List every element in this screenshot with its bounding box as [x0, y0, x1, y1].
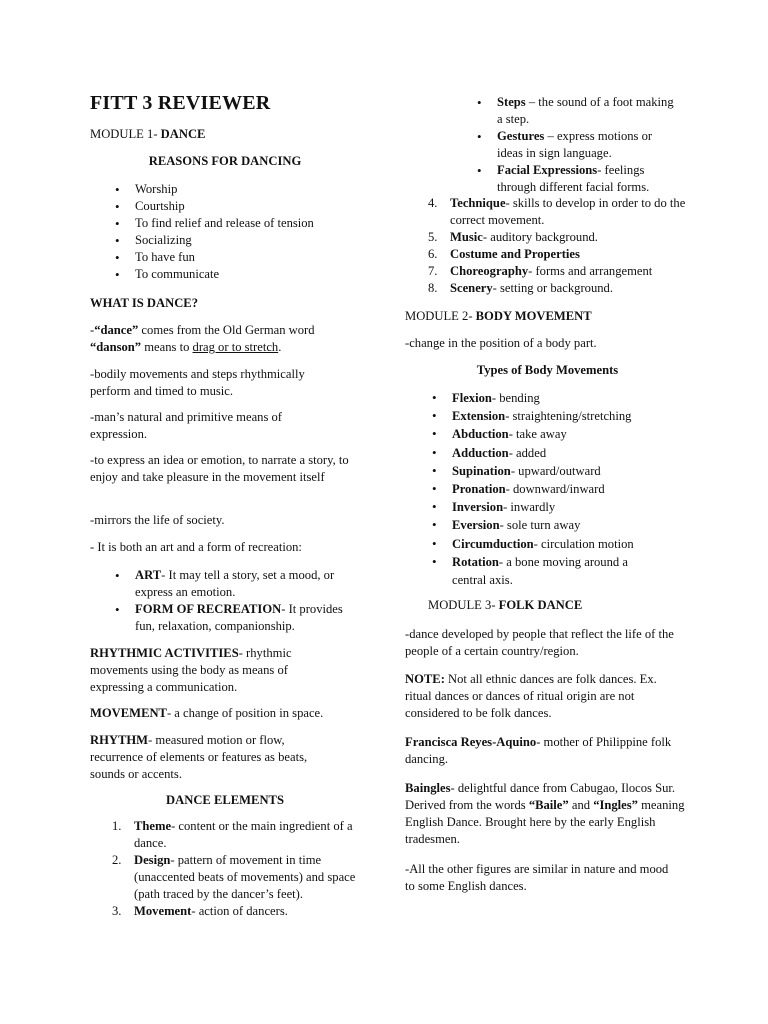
what-p3: -man’s natural and primitive means of expression. — [90, 410, 282, 441]
module3-name: FOLK DANCE — [498, 598, 583, 612]
page-title: FITT 3 REVIEWER — [90, 92, 271, 114]
elements-list-continued — [428, 195, 688, 297]
movement-sub-list — [477, 94, 677, 196]
underlined-meaning: drag or to stretch — [192, 340, 279, 354]
desc: - downward/inward — [505, 482, 605, 497]
rhythmic-activities — [90, 645, 330, 696]
desc: - take away — [508, 427, 567, 442]
word-danson: “danson” — [90, 340, 142, 354]
desc: - circulation motion — [533, 536, 634, 551]
word-baile: “Baile” — [528, 798, 569, 812]
number: 5. — [428, 230, 438, 244]
text: comes from the Old German word — [138, 323, 315, 337]
term: Pronation — [452, 482, 506, 497]
number: 8. — [428, 281, 438, 295]
list-item — [432, 480, 662, 498]
module1-label: MODULE 1- — [90, 127, 161, 141]
list-item — [428, 195, 688, 229]
term: Music — [450, 230, 483, 244]
what-heading-text: WHAT IS DANCE? — [90, 296, 198, 310]
desc: - a change of position in space. — [166, 706, 324, 720]
list-item — [477, 162, 677, 196]
what-p1 — [90, 322, 350, 356]
list-item: • Socializing — [115, 232, 365, 249]
movement-def — [90, 705, 365, 722]
term: Flexion — [452, 391, 492, 405]
desc: - bending — [491, 391, 540, 405]
term: FORM OF RECREATION — [135, 602, 282, 616]
folk-p-last: -All the other figures are similar in nature and mood to some English dances. — [405, 862, 669, 893]
desc: – express motions or ideas in sign language. — [497, 129, 653, 160]
term: Inversion — [452, 500, 504, 515]
term: Costume and Properties — [450, 247, 580, 261]
desc: Not all ethnic dances are folk dances. Ex. ritual dances or dances of ritual origin are not considered to be folk dances. — [405, 672, 657, 720]
desc: - sole turn away — [499, 518, 581, 533]
term: Abduction — [452, 427, 509, 442]
reasons-heading-text: REASONS FOR DANCING — [148, 154, 302, 168]
desc: - rhythmic movements using the body as means of expressing a communication. — [90, 646, 292, 694]
term: Choreography — [450, 264, 529, 278]
number: 1. — [112, 819, 122, 833]
reasons-heading — [90, 153, 360, 170]
desc: - action of dancers. — [191, 904, 288, 918]
list-item — [428, 229, 688, 246]
term: RHYTHMIC ACTIVITIES — [90, 646, 239, 660]
folk-francisca — [405, 734, 680, 768]
list-item — [428, 280, 688, 297]
list-item — [432, 407, 662, 425]
art-recreation-list — [115, 567, 365, 635]
list-item: • To have fun — [115, 249, 365, 266]
dash: - — [90, 323, 95, 337]
list-item: • To find relief and release of tension — [115, 215, 365, 232]
list-item: • To communicate — [115, 266, 365, 283]
module2-heading — [405, 308, 592, 325]
desc: - inwardly — [503, 500, 556, 515]
term: Movement — [134, 904, 192, 918]
word-dance: “dance” — [94, 323, 139, 337]
term: ART — [135, 568, 162, 582]
term: Eversion — [452, 518, 500, 533]
desc: - pattern of movement in time (unaccented beats of movements) and space (path traced by the dancer’s feet). — [134, 853, 356, 901]
what-p4: -to express an idea or emotion, to narrate a story, to enjoy and take pleasure in the movement itself — [90, 453, 349, 484]
reasons-list — [115, 181, 365, 283]
desc: - content or the main ingredient of a dance. — [134, 819, 353, 850]
term: Adduction — [452, 445, 509, 460]
term: Theme — [134, 819, 172, 833]
what-p6: - It is both an art and a form of recreation: — [90, 540, 302, 554]
list-item — [428, 246, 688, 263]
module2-label: MODULE 2- — [405, 309, 476, 323]
term: RHYTHM — [90, 733, 149, 747]
module3-heading — [428, 597, 582, 614]
module3-label: MODULE 3- — [428, 598, 499, 612]
list-item: • Courtship — [115, 198, 365, 215]
term: Supination — [452, 463, 511, 478]
what-p5: -mirrors the life of society. — [90, 513, 225, 527]
module2-name: BODY MOVEMENT — [475, 309, 592, 323]
text: and — [568, 798, 594, 812]
what-p2: -bodily movements and steps rhythmically perform and timed to music. — [90, 367, 305, 398]
module2-desc: -change in the position of a body part. — [405, 336, 597, 350]
list-item — [115, 567, 365, 601]
list-item — [477, 94, 677, 128]
module1-heading — [90, 126, 205, 143]
types-heading — [405, 362, 690, 379]
term: Baingles — [405, 781, 451, 795]
list-item — [428, 263, 688, 280]
term: Francisca Reyes-Aquino — [405, 735, 537, 749]
number: 6. — [428, 247, 438, 261]
desc: - a bone moving around a central axis. — [452, 554, 628, 588]
term: Technique — [450, 196, 506, 210]
list-item — [432, 535, 662, 553]
term: Circumduction — [452, 536, 534, 551]
folk-note — [405, 671, 675, 722]
list-item: • Worship — [115, 181, 365, 198]
list-item — [432, 516, 662, 534]
number: 2. — [112, 853, 122, 867]
term: MOVEMENT — [90, 706, 167, 720]
list-item — [432, 462, 662, 480]
list-item — [115, 601, 365, 635]
term: Gestures — [497, 129, 545, 143]
term: Facial Expressions — [497, 163, 598, 177]
desc: - measured motion or flow, recurrence of elements or features as beats, sounds or accents. — [90, 733, 308, 781]
desc: - setting or background. — [492, 281, 613, 295]
desc: - skills to develop in order to do the correct movement. — [450, 196, 686, 227]
list-item — [477, 128, 677, 162]
rhythm-def — [90, 732, 335, 783]
list-item — [432, 425, 662, 443]
desc: - auditory background. — [482, 230, 598, 244]
elements-heading-text: DANCE ELEMENTS — [166, 793, 284, 807]
word-ingles: “Ingles” — [593, 798, 638, 812]
text: means to — [141, 340, 193, 354]
term: Steps — [497, 95, 526, 109]
desc: - straightening/stretching — [505, 409, 632, 424]
text: - delightful dance from Cabugao, Ilocos Sur. Derived from the words — [405, 781, 676, 812]
elements-list — [112, 818, 362, 920]
number: 4. — [428, 196, 438, 210]
list-item — [432, 553, 662, 589]
what-heading — [90, 295, 198, 312]
number: 3. — [112, 904, 122, 918]
text: meaning English Dance. Brought here by the early English tradesmen. — [405, 798, 685, 846]
folk-p1: -dance developed by people that reflect the life of the people of a certain country/region. — [405, 627, 674, 658]
term: Design — [134, 853, 171, 867]
term: Scenery — [450, 281, 493, 295]
desc: - It may tell a story, set a mood, or express an emotion. — [135, 568, 335, 599]
list-item — [432, 498, 662, 516]
desc: - feelings through different facial forms. — [497, 163, 650, 194]
list-item — [112, 818, 362, 852]
module1-name: DANCE — [160, 127, 206, 141]
term: Rotation — [452, 554, 499, 569]
desc: - upward/outward — [510, 463, 601, 478]
folk-baingles — [405, 780, 685, 848]
types-heading-text: Types of Body Movements — [476, 363, 619, 377]
desc: - mother of Philippine folk dancing. — [405, 735, 672, 766]
list-item — [432, 389, 662, 407]
list-item — [112, 903, 362, 920]
desc: – the sound of a foot making a step. — [497, 95, 674, 126]
elements-heading — [90, 792, 360, 809]
list-item — [432, 444, 662, 462]
types-list — [432, 389, 662, 589]
number: 7. — [428, 264, 438, 278]
list-item — [112, 852, 362, 903]
text: . — [278, 340, 282, 354]
desc: - added — [508, 445, 547, 460]
term: NOTE: — [405, 672, 445, 686]
term: Extension — [452, 409, 506, 424]
desc: - forms and arrangement — [528, 264, 653, 278]
desc: - It provides fun, relaxation, companionship. — [135, 602, 343, 633]
